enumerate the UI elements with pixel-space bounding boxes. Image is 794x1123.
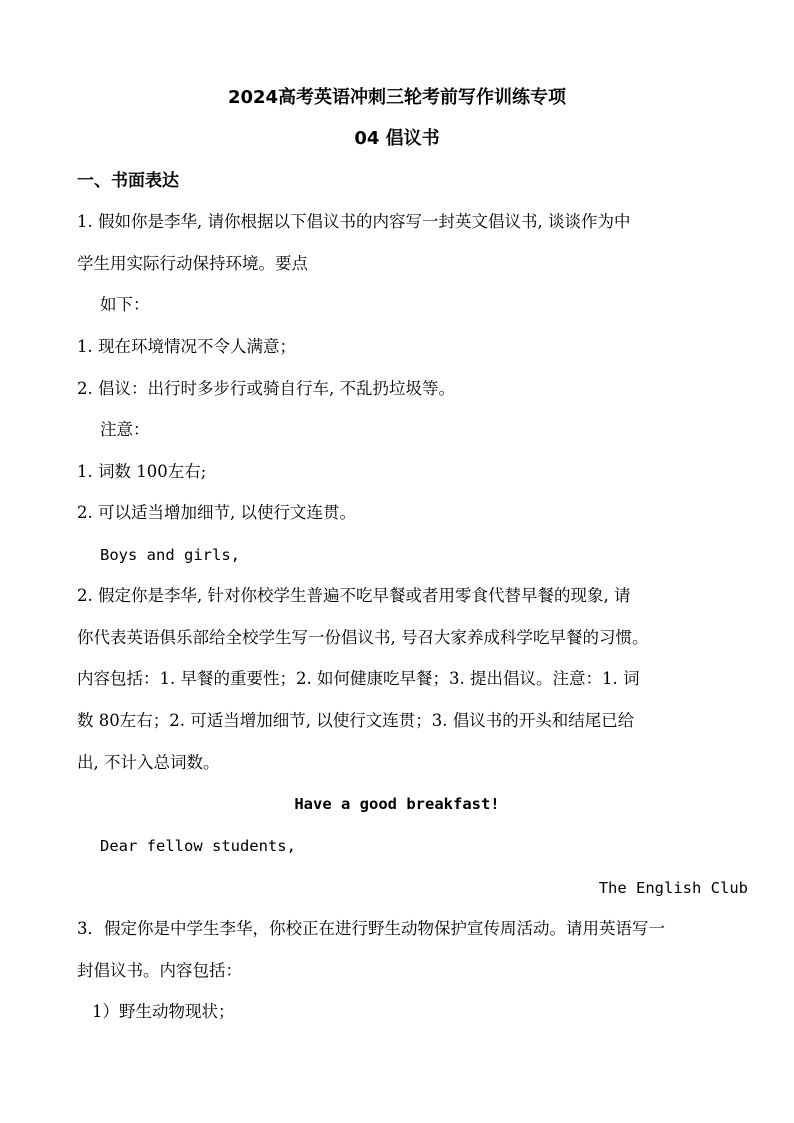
- q3-point-1: 1）野生动物现状；: [92, 1002, 235, 1021]
- q2-line-5: 出, 不计入总词数。: [77, 753, 220, 772]
- q1-note-1: 1. 词数 100左右;: [77, 462, 207, 481]
- q2-line-4: 数 80左右；2. 可适当增加细节, 以使行文连贯；3. 倡议书的开头和结尾已给: [77, 711, 635, 730]
- q1-opening: Boys and girls,: [100, 546, 240, 564]
- q1-note-label: 注意：: [100, 420, 150, 439]
- q2-line-1: 2. 假定你是李华, 针对你校学生普遍不吃早餐或者用零食代替早餐的现象, 请: [77, 586, 631, 605]
- letter-salutation: Dear fellow students,: [100, 837, 296, 855]
- q2-line-3: 内容包括：1. 早餐的重要性；2. 如何健康吃早餐；3. 提出倡议。注意：1. 词: [77, 669, 640, 688]
- section-heading: 一、书面表达: [77, 171, 179, 191]
- q3-line-2: 封倡议书。内容包括：: [77, 961, 242, 980]
- letter-signature: The English Club: [598, 879, 748, 897]
- q1-point-2: 2. 倡议：出行时多步行或骑自行车, 不乱扔垃圾等。: [77, 379, 455, 398]
- q3-line-1: 3．假定你是中学生李华，你校正在进行野生动物保护宣传周活动。请用英语写一: [77, 919, 665, 938]
- document-subtitle: 04 倡议书: [354, 128, 440, 149]
- q1-line-1: 1. 假如你是李华, 请你根据以下倡议书的内容写一封英文倡议书, 谈谈作为中: [77, 212, 631, 231]
- q1-point-1: 1. 现在环境情况不令人满意；: [77, 337, 296, 356]
- q2-line-2: 你代表英语俱乐部给全校学生写一份倡议书, 号召大家养成科学吃早餐的习惯。: [77, 628, 649, 647]
- document-title: 2024高考英语冲刺三轮考前写作训练专项: [227, 87, 567, 108]
- q1-note-2: 2. 可以适当增加细节, 以使行文连贯。: [77, 503, 356, 522]
- letter-title: Have a good breakfast!: [294, 795, 500, 813]
- q1-line-2: 学生用实际行动保持环境。要点: [77, 254, 308, 273]
- q1-line-3: 如下：: [100, 295, 150, 314]
